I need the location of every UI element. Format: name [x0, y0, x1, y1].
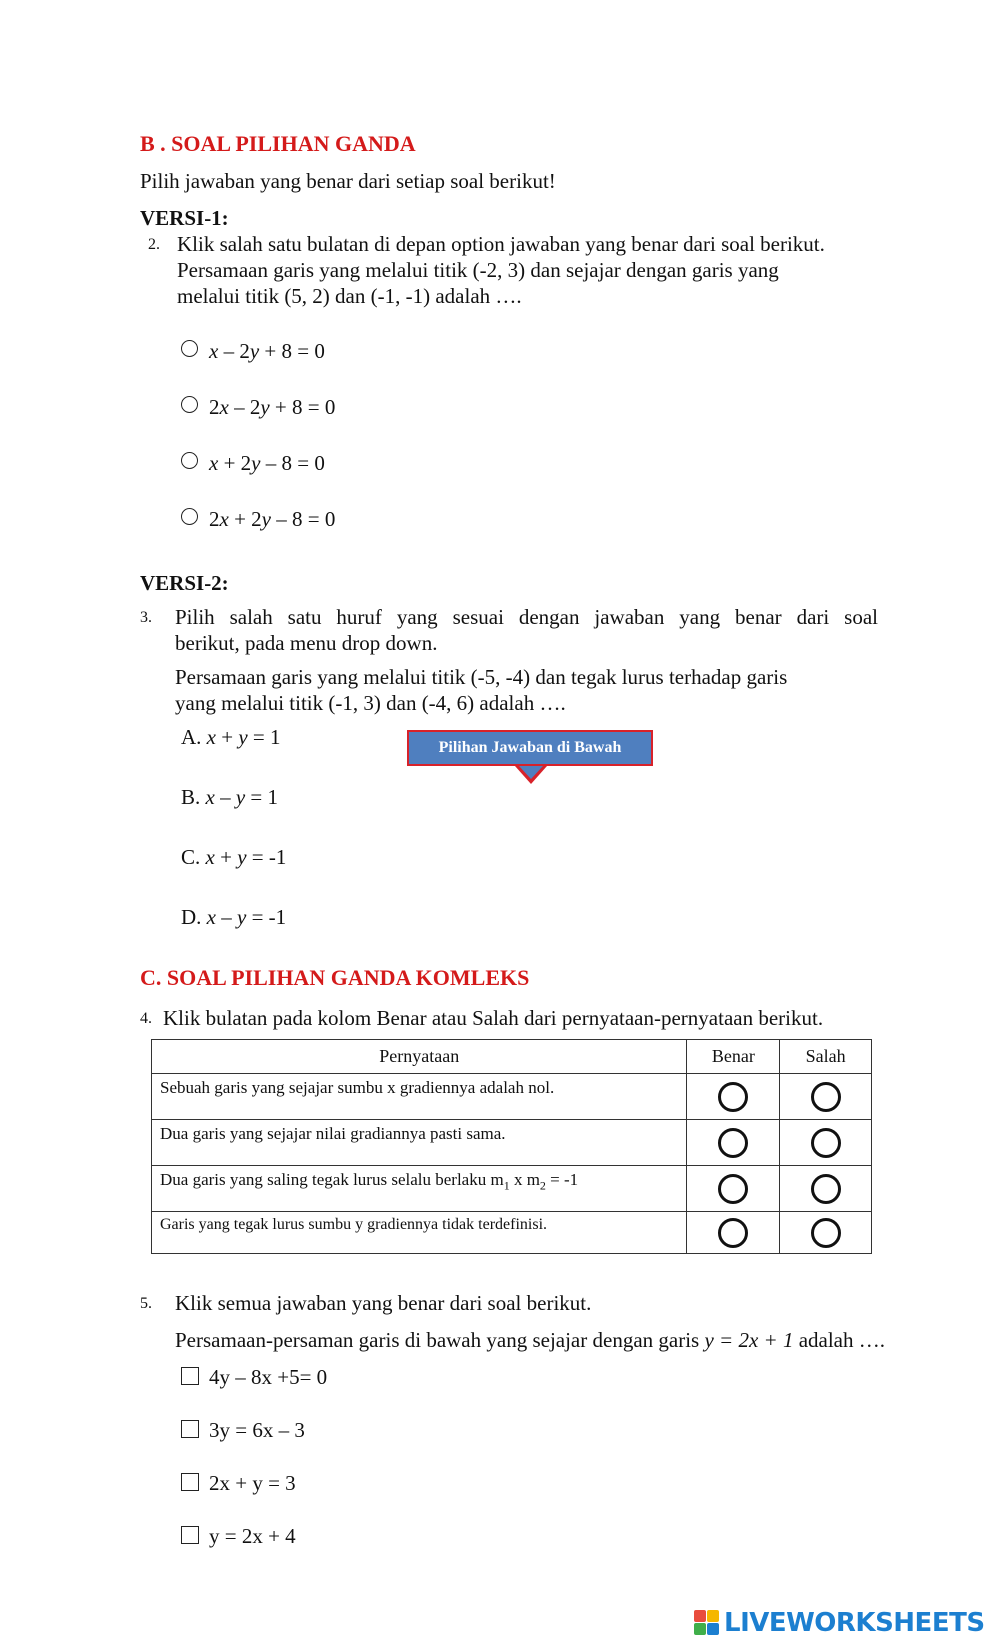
section-b-instruction: Pilih jawaban yang benar dari setiap soal berikut!: [140, 169, 556, 193]
versi2-label: VERSI-2:: [140, 571, 229, 595]
section-c-heading: C. SOAL PILIHAN GANDA KOMLEKS: [140, 965, 530, 990]
section-b-heading: B . SOAL PILIHAN GANDA: [140, 131, 416, 156]
question-2-line-1: Klik salah satu bulatan di depan option jawaban yang benar dari soal berikut.: [177, 232, 825, 256]
logo-text: LIVEWORKSHEETS: [724, 1608, 985, 1638]
true-false-table: [151, 1039, 872, 1254]
option-a-radio[interactable]: [181, 340, 198, 357]
option-b-radio[interactable]: [181, 396, 198, 413]
table-row: [152, 1166, 872, 1212]
benar-radio-4[interactable]: [718, 1218, 748, 1248]
question-5-text: Klik semua jawaban yang benar dari soal berikut.: [175, 1291, 592, 1315]
choice-b: B. x – y = 1: [181, 785, 279, 809]
question-3-line-2: berikut, pada menu drop down.: [175, 631, 438, 655]
choice-a: A. x + y = 1: [181, 725, 281, 749]
answer-dropdown[interactable]: Pilihan Jawaban di Bawah: [407, 730, 653, 766]
statement-4: Garis yang tegak lurus sumbu y gradiennya tidak terdefinisi.: [152, 1212, 687, 1254]
liveworksheets-logo: [694, 1608, 985, 1638]
option-b-text: 2x – 2y + 8 = 0: [209, 395, 336, 419]
choice-c: C. x + y = -1: [181, 845, 287, 869]
option-d-radio[interactable]: [181, 508, 198, 525]
checkbox-3[interactable]: [181, 1473, 199, 1491]
checkbox-1-label: 4y – 8x +5= 0: [209, 1365, 328, 1389]
option-c-text: x + 2y – 8 = 0: [209, 451, 325, 475]
question-4-text: Klik bulatan pada kolom Benar atau Salah dari pernyataan-pernyataan berikut.: [163, 1006, 824, 1030]
checkbox-2-label: 3y = 6x – 3: [209, 1418, 305, 1442]
benar-radio-2[interactable]: [718, 1128, 748, 1158]
versi1-label: VERSI-1:: [140, 206, 229, 230]
benar-radio-1[interactable]: [718, 1082, 748, 1112]
question-2-line-3: melalui titik (5, 2) dan (-1, -1) adalah ….: [177, 284, 522, 308]
table-row: [152, 1120, 872, 1166]
question-3-number: 3.: [140, 609, 152, 626]
question-3-line-1: Pilih salah satu huruf yang sesuai dengan jawaban yang benar dari soal: [175, 605, 878, 629]
table-row: [152, 1212, 872, 1254]
question-3-line-4: yang melalui titik (-1, 3) dan (-4, 6) adalah ….: [175, 691, 566, 715]
question-2-number: 2.: [148, 236, 160, 253]
question-4-number: 4.: [140, 1010, 152, 1027]
checkbox-2[interactable]: [181, 1420, 199, 1438]
statement-2: Dua garis yang sejajar nilai gradiannya pasti sama.: [152, 1120, 687, 1166]
question-3-line-3: Persamaan garis yang melalui titik (-5, -4) dan tegak lurus terhadap garis: [175, 665, 788, 689]
column-header-pernyataan: Pernyataan: [152, 1040, 687, 1074]
question-5-question: Persamaan-persaman garis di bawah yang sejajar dengan garis y = 2x + 1 adalah ….: [175, 1328, 885, 1352]
checkbox-4-label: y = 2x + 4: [209, 1524, 296, 1548]
option-a-text: x – 2y + 8 = 0: [209, 339, 325, 363]
column-header-benar: Benar: [687, 1040, 780, 1074]
statement-1: Sebuah garis yang sejajar sumbu x gradiennya adalah nol.: [152, 1074, 687, 1120]
option-d-text: 2x + 2y – 8 = 0: [209, 507, 336, 531]
option-c-radio[interactable]: [181, 452, 198, 469]
logo-grid-icon: [694, 1610, 720, 1636]
column-header-salah: Salah: [780, 1040, 872, 1074]
table-row: [152, 1074, 872, 1120]
choice-d: D. x – y = -1: [181, 905, 287, 929]
checkbox-1[interactable]: [181, 1367, 199, 1385]
salah-radio-1[interactable]: [811, 1082, 841, 1112]
checkbox-4[interactable]: [181, 1526, 199, 1544]
statement-3: Dua garis yang saling tegak lurus selalu berlaku $m_1$ x $m_2 = -1$: [152, 1166, 687, 1212]
salah-radio-2[interactable]: [811, 1128, 841, 1158]
question-2-line-2: Persamaan garis yang melalui titik (-2, 3) dan sejajar dengan garis yang: [177, 258, 779, 282]
checkbox-3-label: 2x + y = 3: [209, 1471, 296, 1495]
benar-radio-3[interactable]: [718, 1174, 748, 1204]
salah-radio-3[interactable]: [811, 1174, 841, 1204]
salah-radio-4[interactable]: [811, 1218, 841, 1248]
question-5-number: 5.: [140, 1295, 152, 1312]
